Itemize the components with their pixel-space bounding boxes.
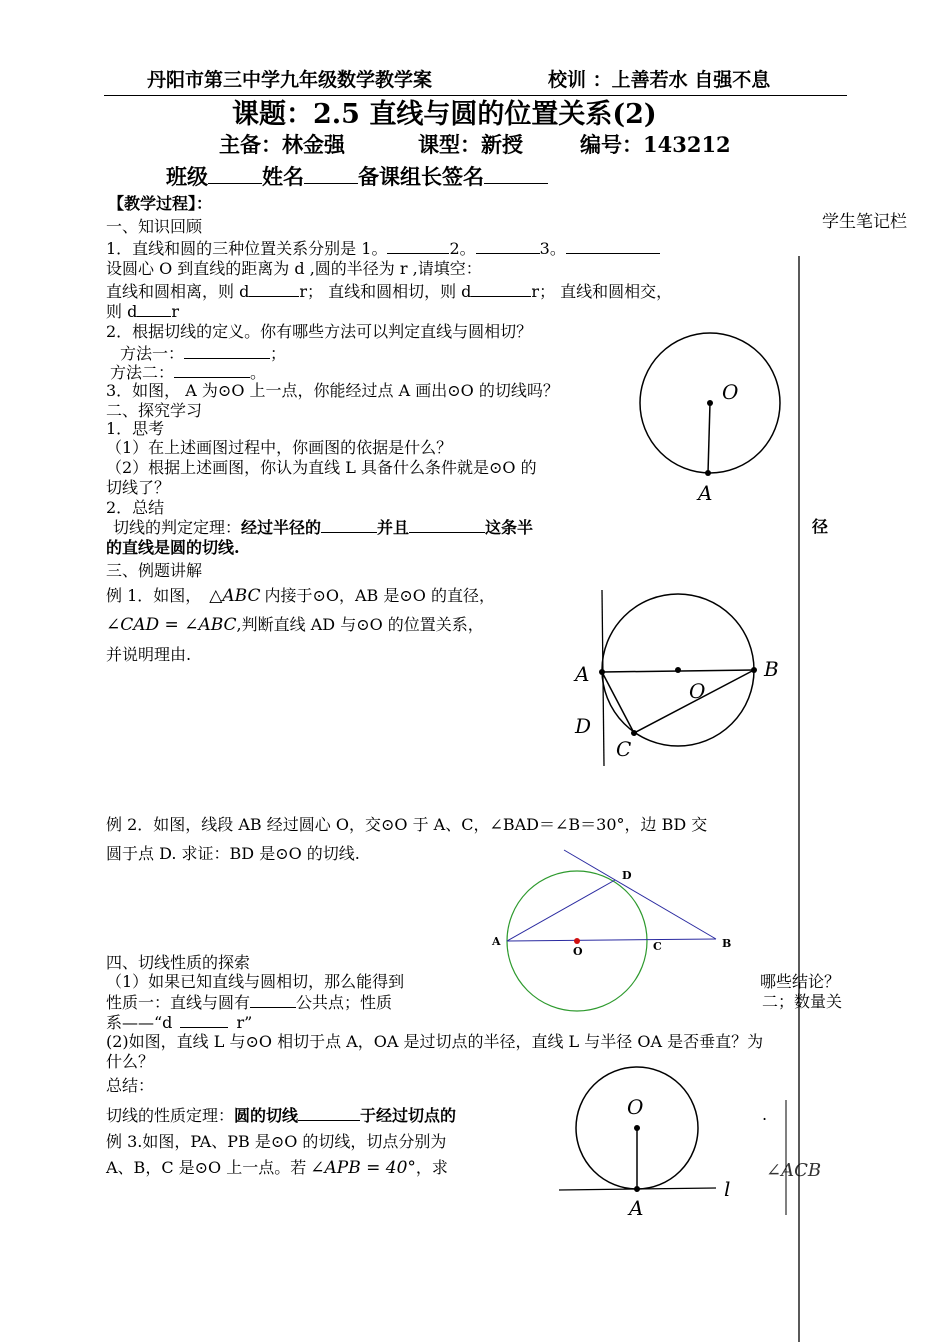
s4-p1a: （1）如果已知直线与圆相切，那么能得到 [106,972,405,991]
theorem-e: 的直线是圆的切线. [106,538,240,557]
header-motto: 校训 ：上善若水 自强不息 [548,69,771,91]
method2-end: 。 [250,363,267,382]
s1-q1-line4a: 则 d [106,302,138,321]
figure-1 [640,333,780,505]
s1-q1-line4b: r [171,302,179,321]
fig2-label-b: B [764,657,779,681]
s4-p5: 什么？ [106,1052,155,1071]
fig1-radius-oa [708,403,710,473]
fig2-label-c: C [616,737,632,761]
fig2-point-a [599,669,605,675]
ex3-line1: 例 3.如图，PA、PB 是⊙O 的切线，切点分别为 [106,1132,447,1151]
s1-q1-line3c: r； 直线和圆相交， [531,282,673,301]
s1-q1-3: 3。 [539,239,566,258]
name-label: 姓名 [262,164,304,189]
class-label: 班级 [166,164,208,189]
fig3-line-ab [507,939,716,941]
theorem-d: 径 [812,517,829,536]
p3-b: r” [236,1013,253,1032]
theorem-label: 切线的判定定理： [113,518,242,537]
fig3-center-point [574,938,580,944]
s1-q1-line2: 设圆心 O 到直线的距离为 d ,圆的半径为 r ,请填空： [106,259,482,278]
theorem-c: 这条半 [485,518,534,537]
s4-p1b: 哪些结论？ [760,972,841,991]
fig3-label-a: A [492,935,501,948]
s1-q1-text: 1．直线和圆的三种位置关系分别是 1。 [106,239,388,258]
section-3-heading: 三、例题讲解 [106,561,203,580]
s2-think-2b: 切线了？ [106,478,171,497]
p2-text: 公共点；性质 [296,993,393,1012]
fig3-line-bd [564,850,716,939]
p2-label: 性质一：直线与圆有 [106,993,251,1012]
prop-label: 切线的性质定理： [106,1106,235,1125]
s1-q1-line3a: 直线和圆相离，则 d [106,282,250,301]
fig4-label-o: O [627,1095,644,1119]
fig3-label-b: B [722,937,732,950]
ex3-ask: ，求 [415,1158,448,1177]
ex1-inscribed: 内接于⊙O，AB 是⊙O 的直径， [264,586,495,605]
ex1-intro: 例 1．如图， [106,586,202,605]
notes-column-label: 学生笔记栏 [822,212,907,232]
s4-p2c: 二；数量关 [762,992,843,1011]
fig1-point-a [705,470,711,476]
method2-label: 方法二： [110,363,175,382]
s4-p4: (2)如图，直线 L 与⊙O 相切于点 A，OA 是过切点的半径，直线 L 与半径 OA 是否垂直？为 [106,1032,764,1051]
s2-think: 1．思考 [106,419,165,438]
figure-4 [559,1067,730,1220]
prop-dot: . [762,1105,768,1124]
section-1-heading: 一、知识回顾 [106,217,203,236]
meta-preparer: 主备：林金强 [219,132,345,157]
fig1-center-point [707,400,713,406]
method1-label: 方法一： [120,344,185,363]
ex3-text: A、B，C 是⊙O 上一点。若 [106,1158,307,1177]
meta-number: 编号：143212 [580,132,731,157]
s1-q1-2: 2。 [449,239,476,258]
fig1-label-o: O [722,380,739,404]
ex2-line1: 例 2．如图，线段 AB 经过圆心 O，交⊙O 于 A、C，∠BAD＝∠B＝30°，边 BD 交 [106,815,708,834]
ex1-line3: 并说明理由. [106,645,192,664]
fig2-chord-ac [602,672,634,733]
s2-summary: 2．总结 [106,498,165,517]
method1-end: ； [270,344,287,363]
p3-a: 系——“d [106,1013,173,1032]
ex3-target-angle: ∠ACB [766,1160,822,1181]
ex2-line2: 圆于点 D. 求证：BD 是⊙O 的切线. [106,844,360,863]
fig1-label-a: A [698,481,713,505]
prop-a: 圆的切线 [234,1106,299,1125]
fig3-label-c: C [653,940,662,953]
fig4-point-a [634,1186,640,1192]
page-title: 课题：2.5 直线与圆的位置关系(2) [232,99,657,130]
fig2-point-b [751,667,757,673]
fig4-center-point [634,1125,640,1131]
process-heading: 【教学过程】： [108,194,213,213]
ex1-triangle: △ABC [209,586,261,606]
ex1-question: ,判断直线 AD 与⊙O 的位置关系， [236,615,484,634]
fig3-label-o: O [573,945,583,958]
sign-label: 备课组长签名 [358,164,484,189]
figure-3 [491,850,731,1011]
fig4-label-a: A [629,1196,644,1220]
figure-2 [573,590,779,766]
s1-q3: 3．如图， A 为⊙O 上一点，你能经过点 A 画出⊙O 的切线吗？ [106,381,559,400]
prop-b: 于经过切点的 [360,1106,457,1125]
ex3-angle: ∠APB = 40° [310,1158,416,1178]
fig2-point-c [631,730,637,736]
fig4-label-l: l [724,1177,731,1201]
theorem-a: 经过半径的 [241,518,322,537]
section-2-heading: 二、探究学习 [106,401,203,420]
s1-q1-line3b: r； 直线和圆相切，则 d [299,282,472,301]
fig2-center-point [675,667,681,673]
s2-think-1: （1）在上述画图过程中，你画图的依据是什么？ [106,438,453,457]
fig2-label-d: D [575,714,592,738]
s4-summary: 总结： [106,1076,155,1095]
fig2-label-a: A [575,662,590,686]
fig3-line-ad [507,880,615,941]
meta-lesson-type: 课型：新授 [418,132,523,157]
s2-think-2: （2）根据上述画图，你认为直线 L 具备什么条件就是⊙O 的 [106,458,537,477]
fig3-label-d: D [622,869,632,882]
ex1-angle: ∠CAD = ∠ABC [106,615,237,635]
section-4-heading: 四、切线性质的探索 [106,953,251,972]
fig2-label-o: O [689,679,706,703]
theorem-b: 并且 [377,518,410,537]
header-school-plan: 丹阳市第三中学九年级数学教学案 [147,69,433,91]
s1-q2: 2．根据切线的定义。你有哪些方法可以判定直线与圆相切？ [106,322,533,341]
